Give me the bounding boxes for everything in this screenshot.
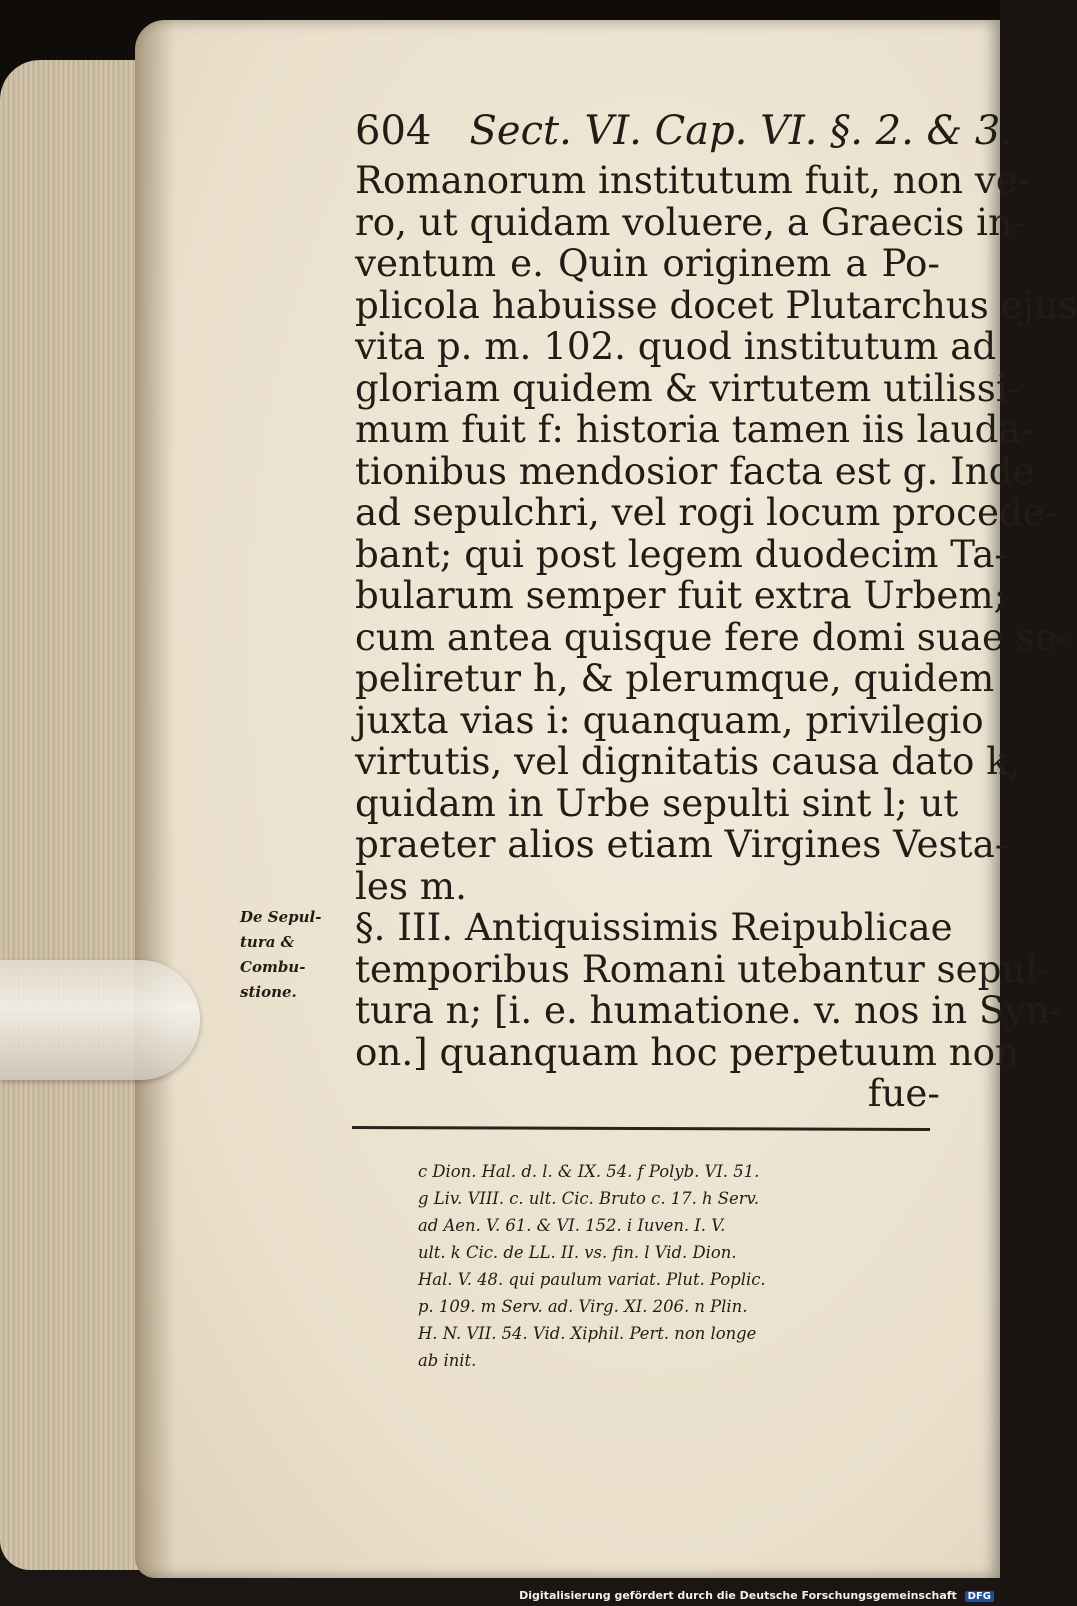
- footnote-line: ult. k Cic. de LL. II. vs. fin. l Vid. Dion.: [418, 1243, 737, 1262]
- text-line: on.] quanquam hoc perpetuum non: [355, 1029, 1019, 1074]
- marginal-note-line: stione.: [240, 983, 297, 1001]
- marginal-note: [240, 905, 350, 1005]
- text-line: virtutis, vel dignitatis causa dato k,: [355, 739, 1021, 783]
- text-line: ad sepulchri, vel rogi locum procede-: [355, 490, 1058, 534]
- footnote-line: H. N. VII. 54. Vid. Xiphil. Pert. non longe: [418, 1324, 757, 1343]
- text-line: quidam in Urbe sepulti sint l; ut: [355, 780, 959, 825]
- credit-text: Digitalisierung gefördert durch die Deutsche Forschungsgemeinschaft: [519, 1589, 957, 1602]
- text-line: tionibus mendosior facta est g. Inde: [355, 448, 1035, 493]
- footnote-line: c Dion. Hal. d. l. & IX. 54. f Polyb. VI. 51.: [418, 1162, 760, 1181]
- text-line: praeter alios etiam Virgines Vesta-: [355, 822, 1008, 866]
- catchword: fue-: [867, 1071, 940, 1115]
- page-number: 604: [355, 108, 432, 154]
- marginal-note-line: De Sepul-: [240, 908, 322, 926]
- footnotes-block: [418, 1158, 938, 1374]
- text-line: tura n; [i. e. humatione. v. nos in Syn-: [355, 988, 1062, 1032]
- marginal-note-line: Combu-: [240, 958, 306, 976]
- bookmark-strip: [0, 960, 200, 1080]
- text-line: vita p. m. 102. quod institutum ad: [355, 324, 997, 368]
- text-line: Romanorum institutum fuit, non ve-: [355, 158, 1031, 202]
- footnote-line: g Liv. VIII. c. ult. Cic. Bruto c. 17. h Serv.: [418, 1189, 760, 1208]
- text-line: plicola habuisse docet Plutarchus ejus: [355, 282, 1077, 327]
- text-line: ventum e. Quin originem a Po-: [355, 241, 940, 285]
- footnote-line: ab init.: [418, 1351, 477, 1370]
- text-line: bant; qui post legem duodecim Ta-: [355, 531, 1007, 576]
- text-line: peliretur h, & plerumque, quidem: [355, 656, 995, 700]
- text-line: juxta vias i: quanquam, privilegio: [355, 697, 984, 742]
- digitization-credit: [519, 1589, 994, 1602]
- text-line: les m.: [355, 863, 467, 908]
- footnote-line: Hal. V. 48. qui paulum variat. Plut. Poplic.: [418, 1270, 766, 1289]
- text-line: bularum semper fuit extra Urbem;: [355, 573, 1007, 617]
- dfg-logo: DFG: [965, 1591, 994, 1602]
- text-line: gloriam quidem & virtutem utilissi-: [355, 365, 1021, 410]
- text-line: temporibus Romani utebantur sepul-: [355, 946, 1050, 991]
- marginal-note-line: tura &: [240, 933, 295, 951]
- running-title: Sect. VI. Cap. VI. §. 2. & 3.: [469, 108, 1014, 154]
- main-text-block: [355, 158, 1077, 1115]
- footnote-line: ad Aen. V. 61. & VI. 152. i Iuven. I. V.: [418, 1216, 726, 1235]
- footnote-line: p. 109. m Serv. ad. Virg. XI. 206. n Plin.: [418, 1297, 748, 1316]
- section-heading-line: §. III. Antiquissimis Reipublicae: [355, 905, 953, 949]
- text-line: cum antea quisque fere domi suae se-: [355, 614, 1070, 659]
- text-line: ro, ut quidam voluere, a Graecis in-: [355, 199, 1025, 244]
- text-line: mum fuit f: historia tamen iis lauda-: [355, 407, 1034, 451]
- page-gutter-shadow: [135, 20, 175, 1578]
